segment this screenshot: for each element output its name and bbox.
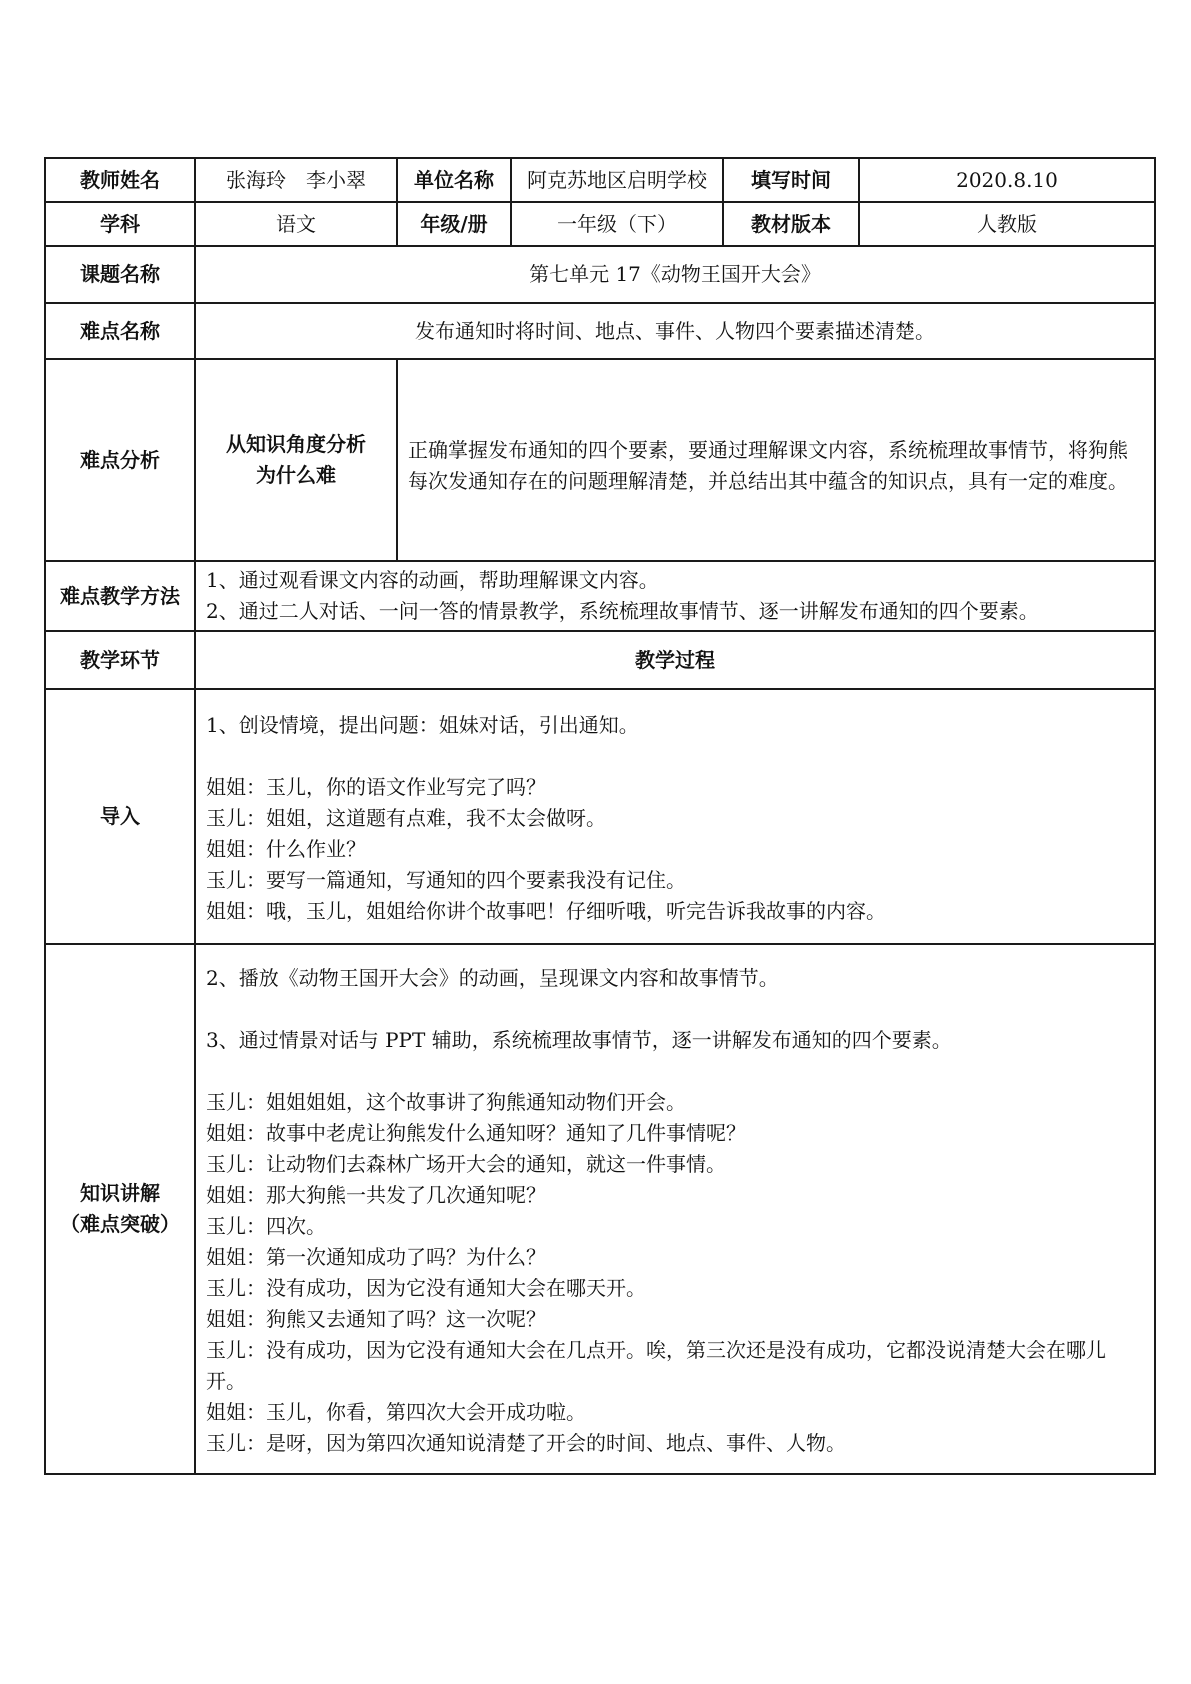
info-row-1 xyxy=(45,158,1155,202)
spacer xyxy=(206,1056,1144,1087)
info-row-2 xyxy=(45,202,1155,246)
edition-value: 人教版 xyxy=(859,202,1155,246)
dialog-line: 姐姐：哦，玉儿，姐姐给你讲个故事吧！仔细听哦，听完告诉我故事的内容。 xyxy=(206,899,886,923)
method-item: 2、通过二人对话、一问一答的情景教学，系统梳理故事情节、逐一讲解发布通知的四个要素。 xyxy=(206,599,1039,623)
knowledge-label-line2: （难点突破） xyxy=(60,1212,180,1236)
grade-label: 年级/册 xyxy=(397,202,511,246)
topic-value: 第七单元 17《动物王国开大会》 xyxy=(195,246,1155,303)
analysis-value: 正确掌握发布通知的四个要素，要通过理解课文内容，系统梳理故事情节，将狗熊每次发通知存在的问题理解清楚，并总结出其中蕴含的知识点，具有一定的难度。 xyxy=(397,359,1155,561)
teacher-label: 教师姓名 xyxy=(45,158,195,202)
knowledge-label-line1: 知识讲解 xyxy=(80,1181,160,1205)
knowledge-step: 2、播放《动物王国开大会》的动画，呈现课文内容和故事情节。 xyxy=(206,966,779,990)
process-header: 教学过程 xyxy=(195,631,1155,689)
methods-list xyxy=(195,561,1155,631)
analysis-sub-label: 从知识角度分析为什么难 xyxy=(195,359,397,561)
grade-value: 一年级（下） xyxy=(511,202,723,246)
topic-row xyxy=(45,246,1155,303)
dialog-line: 玉儿：没有成功，因为它没有通知大会在哪天开。 xyxy=(206,1276,646,1300)
spacer xyxy=(206,741,1144,772)
intro-row xyxy=(45,689,1155,944)
method-item: 1、通过观看课文内容的动画，帮助理解课文内容。 xyxy=(206,568,659,592)
dialog-line: 玉儿：是呀，因为第四次通知说清楚了开会的时间、地点、事件、人物。 xyxy=(206,1431,846,1455)
unit-value: 阿克苏地区启明学校 xyxy=(511,158,723,202)
methods-label: 难点教学方法 xyxy=(45,561,195,631)
teacher-value: 张海玲 李小翠 xyxy=(195,158,397,202)
lesson-plan-table xyxy=(44,157,1156,1475)
knowledge-row xyxy=(45,944,1155,1474)
dialog-line: 姐姐：玉儿，你的语文作业写完了吗？ xyxy=(206,775,546,799)
dialog-line: 姐姐：故事中老虎让狗熊发什么通知呀？通知了几件事情呢？ xyxy=(206,1121,746,1145)
analysis-label: 难点分析 xyxy=(45,359,195,561)
dialog-line: 玉儿：没有成功，因为它没有通知大会在几点开。唉，第三次还是没有成功，它都没说清楚大会在哪儿开。 xyxy=(206,1338,1106,1393)
difficulty-row xyxy=(45,303,1155,359)
date-value: 2020.8.10 xyxy=(859,158,1155,202)
topic-label: 课题名称 xyxy=(45,246,195,303)
subject-value: 语文 xyxy=(195,202,397,246)
dialog-line: 姐姐：那大狗熊一共发了几次通知呢？ xyxy=(206,1183,546,1207)
process-header-row xyxy=(45,631,1155,689)
difficulty-value: 发布通知时将时间、地点、事件、人物四个要素描述清楚。 xyxy=(195,303,1155,359)
edition-label: 教材版本 xyxy=(723,202,859,246)
dialog-line: 玉儿：四次。 xyxy=(206,1214,326,1238)
methods-row xyxy=(45,561,1155,631)
dialog-line: 姐姐：玉儿，你看，第四次大会开成功啦。 xyxy=(206,1400,586,1424)
knowledge-step: 3、通过情景对话与 PPT 辅助，系统梳理故事情节，逐一讲解发布通知的四个要素。 xyxy=(206,1028,952,1052)
unit-label: 单位名称 xyxy=(397,158,511,202)
intro-step: 1、创设情境，提出问题：姐妹对话，引出通知。 xyxy=(206,713,639,737)
lesson-plan-sheet xyxy=(44,157,1154,1475)
dialog-line: 玉儿：让动物们去森林广场开大会的通知，就这一件事情。 xyxy=(206,1152,726,1176)
dialog-line: 姐姐：什么作业？ xyxy=(206,837,366,861)
intro-label: 导入 xyxy=(45,689,195,944)
dialog-line: 玉儿：姐姐姐姐，这个故事讲了狗熊通知动物们开会。 xyxy=(206,1090,686,1114)
difficulty-label: 难点名称 xyxy=(45,303,195,359)
dialog-line: 玉儿：姐姐，这道题有点难，我不太会做呀。 xyxy=(206,806,606,830)
date-label: 填写时间 xyxy=(723,158,859,202)
knowledge-content xyxy=(195,944,1155,1474)
dialog-line: 玉儿：要写一篇通知，写通知的四个要素我没有记住。 xyxy=(206,868,686,892)
stage-header: 教学环节 xyxy=(45,631,195,689)
knowledge-label xyxy=(45,944,195,1474)
intro-content xyxy=(195,689,1155,944)
dialog-line: 姐姐：第一次通知成功了吗？为什么？ xyxy=(206,1245,546,1269)
analysis-row xyxy=(45,359,1155,561)
spacer xyxy=(206,994,1144,1025)
dialog-line: 姐姐：狗熊又去通知了吗？这一次呢？ xyxy=(206,1307,546,1331)
subject-label: 学科 xyxy=(45,202,195,246)
